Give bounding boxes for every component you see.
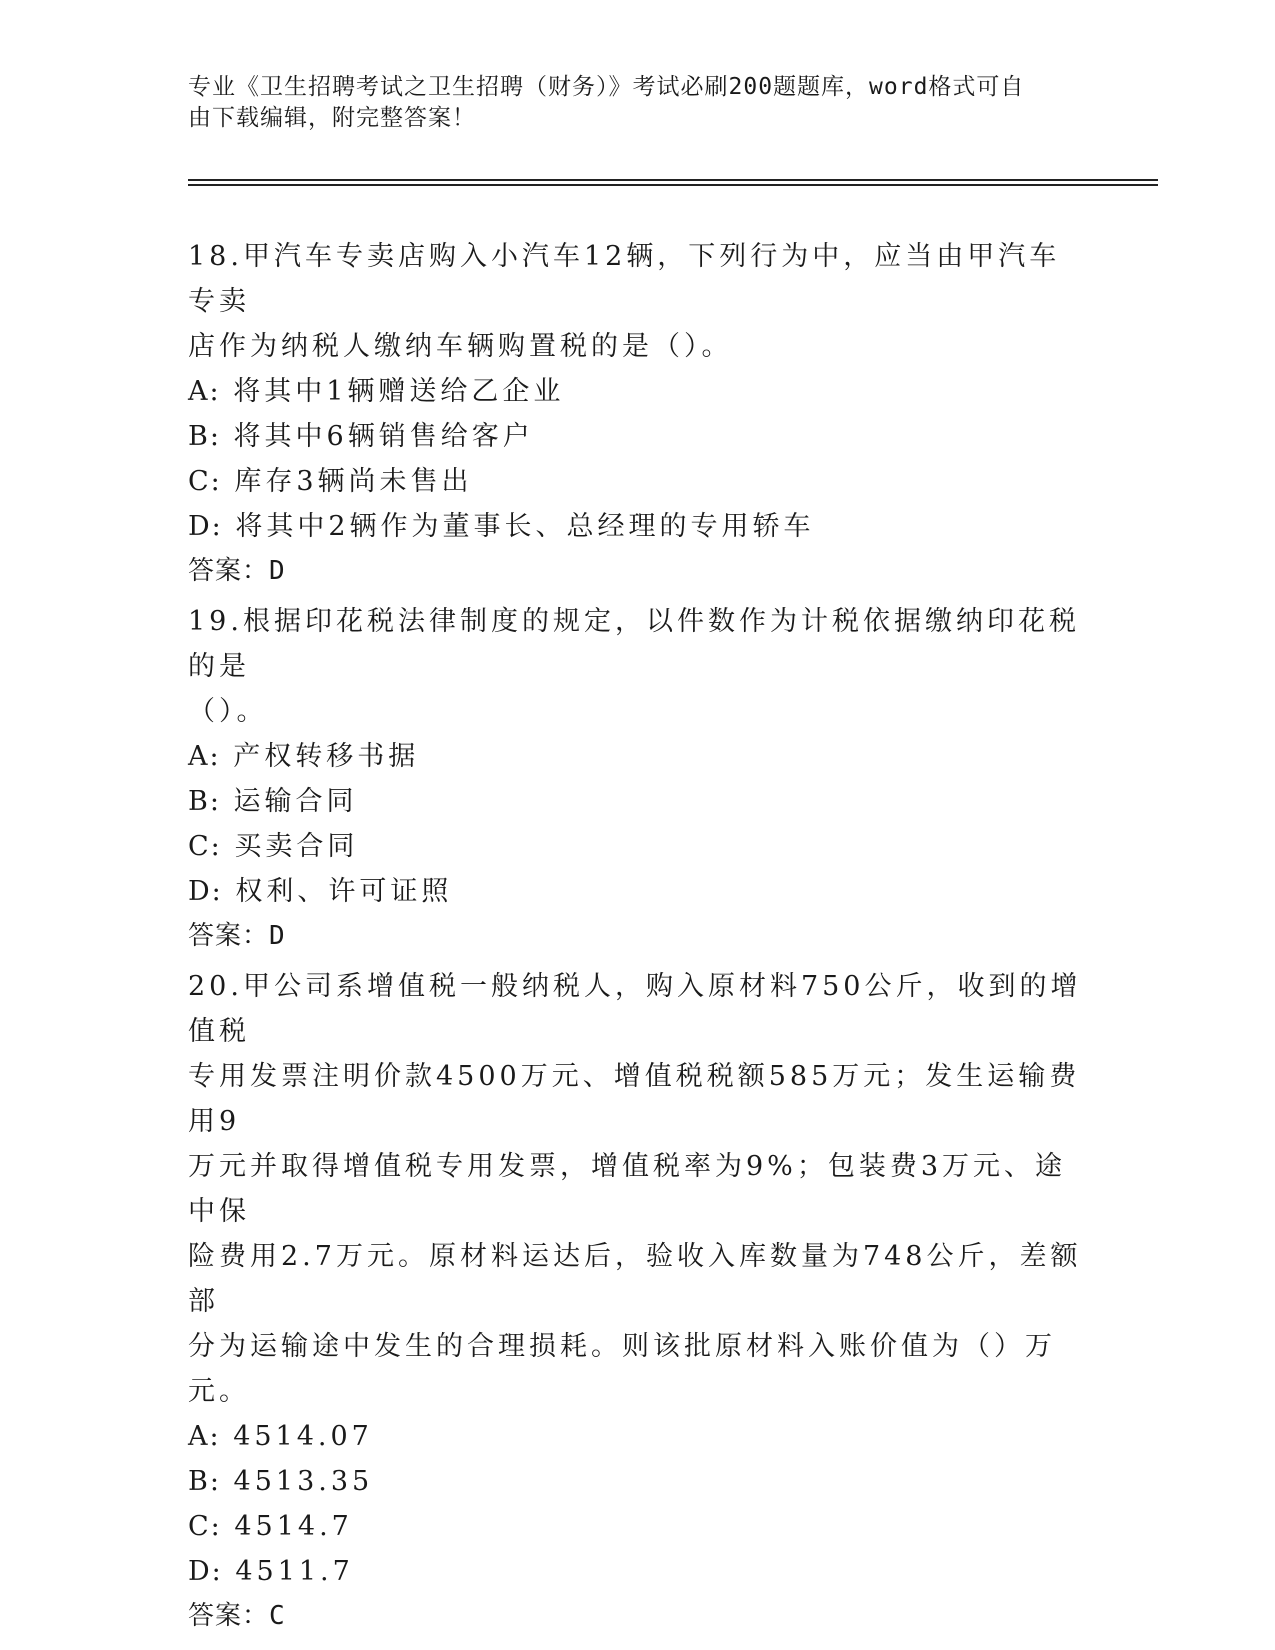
question-text-line: 店作为纳税人缴纳车辆购置税的是（）。 — [188, 331, 733, 362]
option-label: B: — [188, 1466, 221, 1497]
option-d — [188, 1549, 1088, 1594]
header-divider-top — [188, 179, 1158, 181]
header-divider-bottom — [188, 184, 1158, 186]
option-label: D: — [188, 876, 223, 907]
option-label: C: — [188, 1511, 222, 1542]
option-label: A: — [188, 741, 221, 772]
option-text: 将其中2辆作为董事长、总经理的专用轿车 — [235, 511, 815, 542]
option-label: D: — [188, 511, 223, 542]
header-line-2: 由下载编辑，附完整答案！ — [188, 105, 476, 131]
question-text-line: 19.根据印花税法律制度的规定，以件数作为计税依据缴纳印花税的是 — [188, 606, 1080, 682]
option-label: A: — [188, 376, 221, 407]
option-label: C: — [188, 831, 222, 862]
option-text: 将其中1辆赠送给乙企业 — [233, 376, 565, 407]
answer-value: D — [269, 921, 286, 951]
question-18 — [188, 234, 1088, 594]
option-a — [188, 369, 1088, 414]
option-label: D: — [188, 1556, 223, 1587]
option-text: 库存3辆尚未售出 — [234, 466, 473, 497]
option-text: 买卖合同 — [234, 831, 359, 862]
option-text: 产权转移书据 — [233, 741, 420, 772]
document-header — [188, 72, 1088, 134]
answer-label: 答案： — [188, 1601, 270, 1631]
option-label: B: — [188, 786, 221, 817]
option-d — [188, 869, 1088, 914]
answer-label: 答案： — [188, 556, 270, 586]
option-b — [188, 414, 1088, 459]
answer-line — [188, 1594, 1088, 1639]
option-text: 将其中6辆销售给客户 — [233, 421, 534, 452]
option-label: C: — [188, 466, 222, 497]
answer-label: 答案： — [188, 921, 270, 951]
option-text: 4513.35 — [233, 1466, 374, 1497]
option-b — [188, 1459, 1088, 1504]
answer-value: C — [269, 1601, 286, 1631]
option-a — [188, 734, 1088, 779]
option-a — [188, 1414, 1088, 1459]
option-label: B: — [188, 421, 221, 452]
option-c — [188, 824, 1088, 869]
question-text-line: 万元并取得增值税专用发票，增值税率为9%；包装费3万元、途中保 — [188, 1151, 1067, 1227]
question-text-line: （）。 — [188, 696, 268, 727]
question-text-line: 专用发票注明价款4500万元、增值税税额585万元；发生运输费用9 — [188, 1061, 1081, 1137]
option-text: 运输合同 — [233, 786, 358, 817]
question-text-line: 险费用2.7万元。原材料运达后，验收入库数量为748公斤，差额部 — [188, 1241, 1082, 1317]
option-label: A: — [188, 1421, 221, 1452]
option-b — [188, 779, 1088, 824]
option-text: 4514.07 — [233, 1421, 373, 1452]
question-text-line: 20.甲公司系增值税一般纳税人，购入原材料750公斤，收到的增值税 — [188, 971, 1082, 1047]
question-20 — [188, 964, 1088, 1639]
question-text-line: 分为运输途中发生的合理损耗。则该批原材料入账价值为（）万元。 — [188, 1331, 1056, 1407]
question-19 — [188, 599, 1088, 959]
question-text-line: 18.甲汽车专卖店购入小汽车12辆，下列行为中，应当由甲汽车专卖 — [188, 241, 1061, 317]
header-line-1: 专业《卫生招聘考试之卫生招聘（财务）》考试必刷200题题库，word格式可自 — [188, 74, 1025, 100]
option-text: 4511.7 — [235, 1556, 354, 1587]
option-text: 4514.7 — [234, 1511, 353, 1542]
answer-line — [188, 914, 1088, 959]
option-d — [188, 504, 1088, 549]
option-c — [188, 459, 1088, 504]
answer-line — [188, 549, 1088, 594]
option-text: 权利、许可证照 — [235, 876, 453, 907]
option-c — [188, 1504, 1088, 1549]
answer-value: D — [269, 556, 286, 586]
